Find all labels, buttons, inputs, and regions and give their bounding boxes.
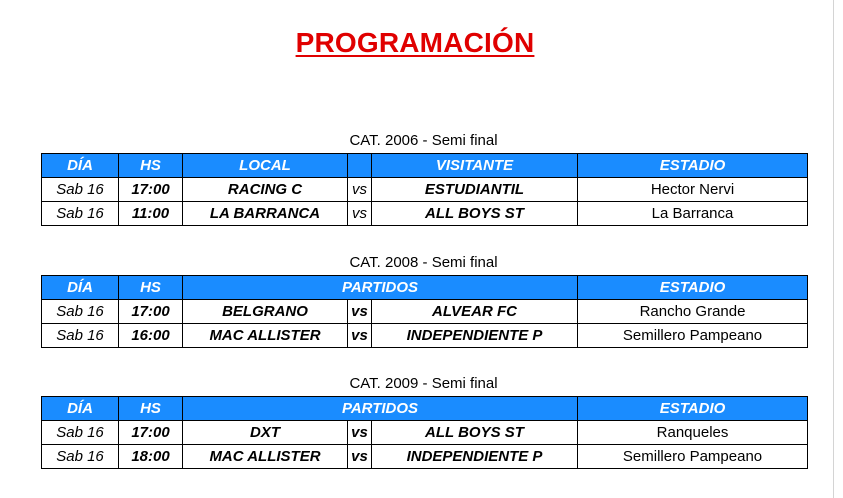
header-day: DÍA [42,154,119,178]
header-vs-blank [348,154,372,178]
section-caption-2006: CAT. 2006 - Semi final [349,132,498,149]
schedule-table-2009 [41,396,808,469]
header-stadium: ESTADIO [578,154,808,178]
cell-vs: vs [348,445,372,469]
table-row [42,202,808,226]
table-header-row [42,276,808,300]
cell-stadium: Rancho Grande [578,300,808,324]
cell-stadium: Semillero Pampeano [578,324,808,348]
table-row [42,324,808,348]
cell-time: 17:00 [119,421,183,445]
cell-visitor-team: INDEPENDIENTE P [372,324,578,348]
cell-visitor-team: ALL BOYS ST [372,421,578,445]
cell-local-team: LA BARRANCA [183,202,348,226]
cell-time: 17:00 [119,300,183,324]
table-row [42,445,808,469]
page-edge [833,0,834,498]
header-stadium: ESTADIO [578,397,808,421]
cell-time: 18:00 [119,445,183,469]
header-matches: PARTIDOS [183,397,578,421]
table-row [42,178,808,202]
cell-time: 16:00 [119,324,183,348]
cell-vs: vs [348,202,372,226]
cell-vs: vs [348,178,372,202]
cell-time: 17:00 [119,178,183,202]
cell-stadium: Hector Nervi [578,178,808,202]
header-stadium: ESTADIO [578,276,808,300]
cell-vs: vs [348,421,372,445]
cell-day: Sab 16 [42,324,119,348]
cell-visitor-team: INDEPENDIENTE P [372,445,578,469]
cell-time: 11:00 [119,202,183,226]
cell-local-team: RACING C [183,178,348,202]
cell-vs: vs [348,300,372,324]
cell-local-team: MAC ALLISTER [183,324,348,348]
section-caption-2009: CAT. 2009 - Semi final [349,375,498,392]
header-hs: HS [119,276,183,300]
cell-local-team: BELGRANO [183,300,348,324]
table-row [42,300,808,324]
cell-stadium: Semillero Pampeano [578,445,808,469]
cell-day: Sab 16 [42,202,119,226]
cell-visitor-team: ALL BOYS ST [372,202,578,226]
cell-day: Sab 16 [42,445,119,469]
page-title: PROGRAMACIÓN [295,27,535,58]
header-matches: PARTIDOS [183,276,578,300]
cell-day: Sab 16 [42,421,119,445]
header-hs: HS [119,154,183,178]
cell-vs: vs [348,324,372,348]
cell-stadium: La Barranca [578,202,808,226]
cell-local-team: MAC ALLISTER [183,445,348,469]
header-day: DÍA [42,397,119,421]
cell-visitor-team: ALVEAR FC [372,300,578,324]
header-hs: HS [119,397,183,421]
header-visitante: VISITANTE [372,154,578,178]
schedule-table-2008 [41,275,808,348]
table-header-row [42,154,808,178]
table-row [42,421,808,445]
header-local: LOCAL [183,154,348,178]
cell-day: Sab 16 [42,178,119,202]
schedule-table-2006 [41,153,808,226]
header-day: DÍA [42,276,119,300]
section-caption-2008: CAT. 2008 - Semi final [349,254,498,271]
cell-day: Sab 16 [42,300,119,324]
cell-visitor-team: ESTUDIANTIL [372,178,578,202]
cell-local-team: DXT [183,421,348,445]
table-header-row [42,397,808,421]
cell-stadium: Ranqueles [578,421,808,445]
